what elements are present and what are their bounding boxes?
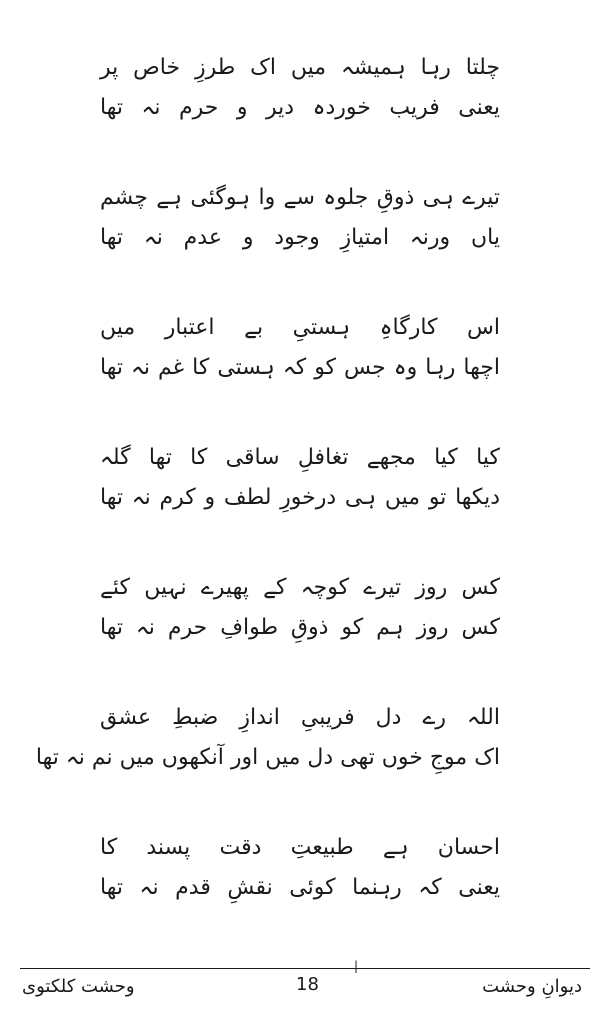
verse-line: کس روز تیرے کوچہ کے پھیرے نہیں کئے [100, 575, 500, 600]
couplet-6 [35, 698, 500, 778]
footer-author: وحشت کلکتوی [22, 976, 135, 997]
divider-tick: | [354, 959, 359, 973]
couplet-7 [100, 828, 500, 908]
couplet-2 [100, 178, 500, 258]
couplet-5 [100, 568, 500, 648]
footer-divider [20, 968, 590, 969]
couplet-3 [100, 308, 500, 388]
verse-line: اک موجِ خوں تھی دل میں اور آنکھوں میں نم نہ تھا [35, 745, 500, 770]
couplet-4 [100, 438, 500, 518]
couplet-1 [100, 48, 500, 128]
verse-line: احسان ہے طبیعتِ دقت پسند کا [100, 835, 500, 860]
footer-book-title: دیوانِ وحشت [482, 976, 582, 997]
verse-line: دیکھا تو میں ہی درخورِ لطف و کرم نہ تھا [100, 485, 500, 510]
verse-line: اس کارگاہِ ہستیِ بے اعتبار میں [100, 315, 500, 340]
verse-line: یعنی کہ رہنما کوئی نقشِ قدم نہ تھا [100, 875, 500, 900]
verse-line: چلتا رہا ہمیشہ میں اک طرزِ خاص پر [100, 55, 500, 80]
page-number: 18 [296, 974, 319, 995]
verse-line: کس روز ہم کو ذوقِ طوافِ حرم نہ تھا [100, 615, 500, 640]
verse-line: یاں ورنہ امتیازِ وجود و عدم نہ تھا [100, 225, 500, 250]
verse-line: اچھا رہا وہ جس کو کہ ہستی کا غم نہ تھا [100, 355, 500, 380]
verse-line: اللہ رے دل فریبیِ اندازِ ضبطِ عشق [100, 705, 500, 730]
verse-line: تیرے ہی ذوقِ جلوہ سے وا ہوگئی ہے چشم [100, 185, 500, 210]
verse-line: کیا کیا مجھے تغافلِ ساقی کا تھا گلہ [100, 445, 500, 470]
poem-body [35, 48, 500, 908]
verse-line: یعنی فریب خوردہ دیر و حرم نہ تھا [100, 95, 500, 120]
